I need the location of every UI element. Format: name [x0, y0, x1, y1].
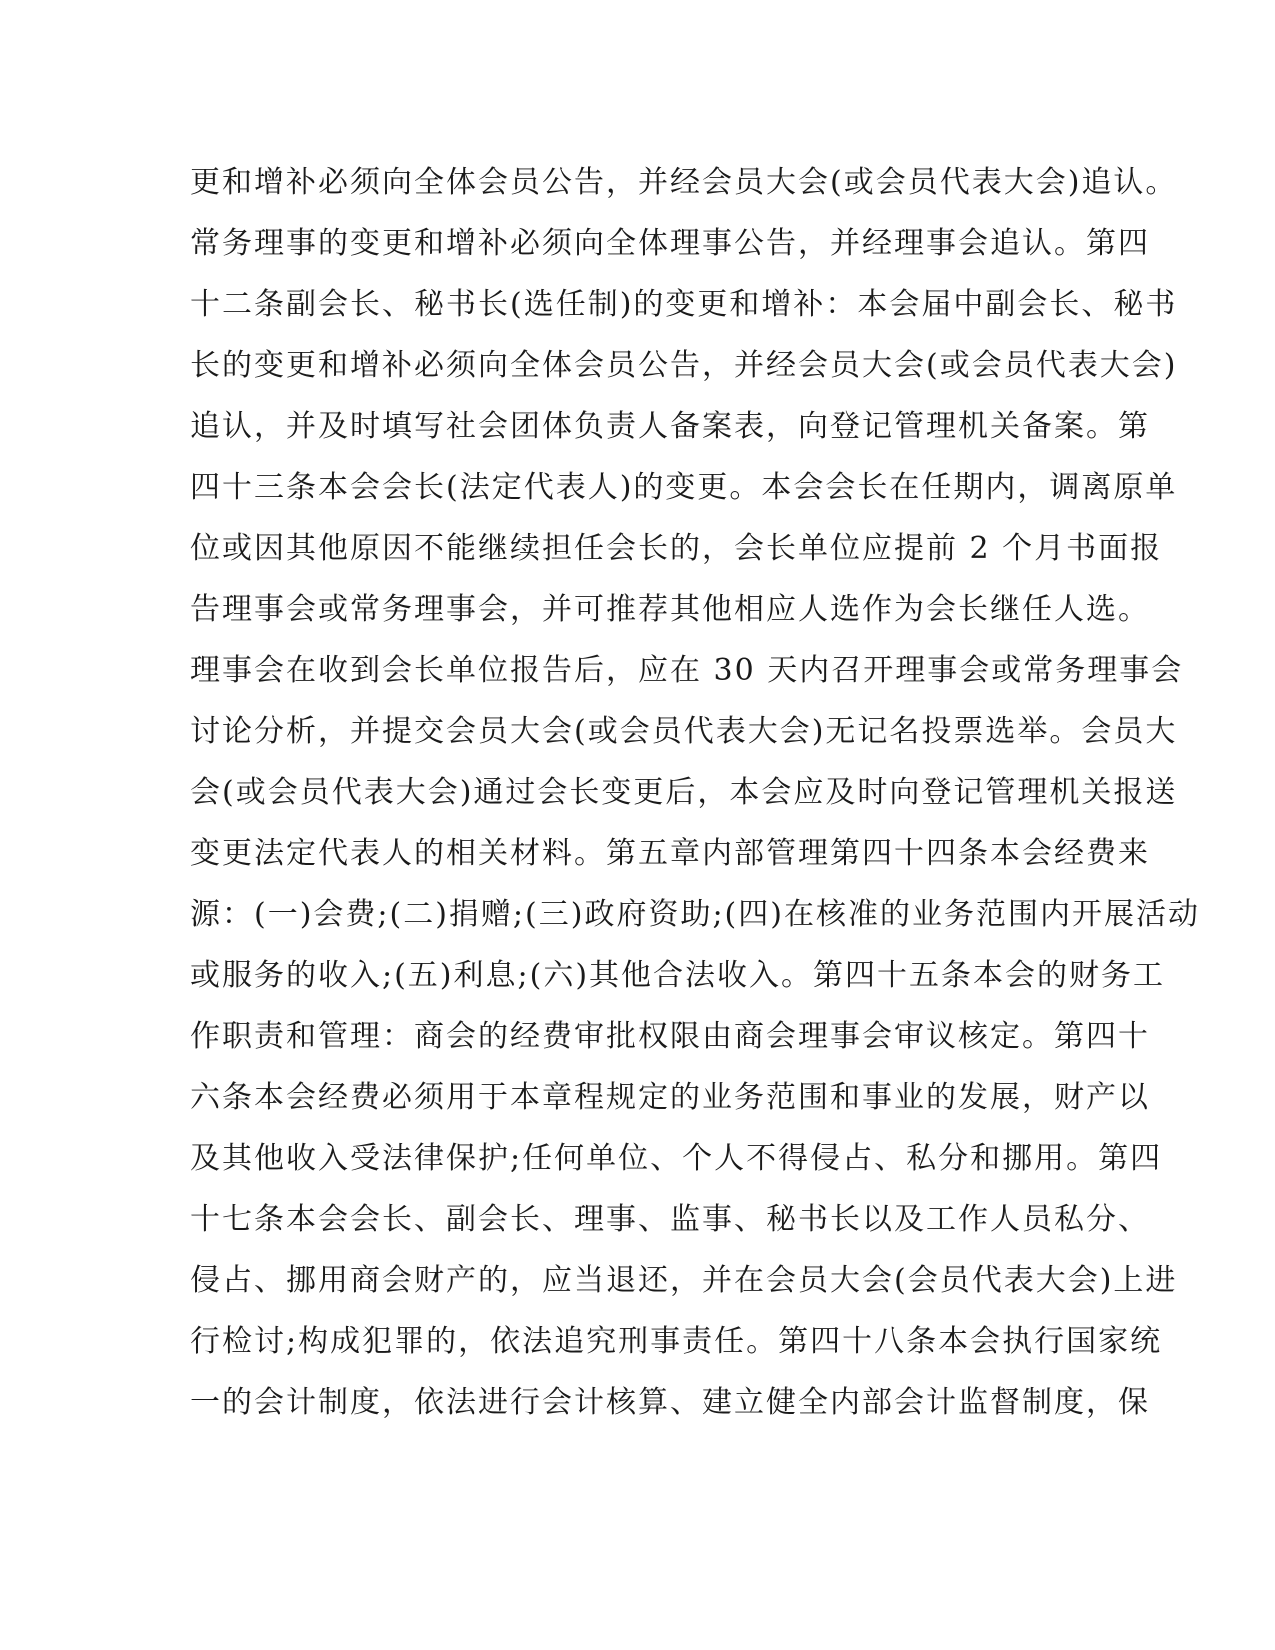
text-line: 会(或会员代表大会)通过会长变更后，本会应及时向登记管理机关报送: [190, 775, 1178, 810]
text-line: 常务理事的变更和增补必须向全体理事公告，并经理事会追认。第四: [190, 226, 1150, 261]
body-text: [190, 152, 1200, 1433]
text-line: 四十三条本会会长(法定代表人)的变更。本会会长在任期内，调离原单: [190, 470, 1178, 505]
text-line: 十二条副会长、秘书长(选任制)的变更和增补：本会届中副会长、秘书: [190, 287, 1178, 322]
text-line: 变更法定代表人的相关材料。第五章内部管理第四十四条本会经费来: [190, 836, 1150, 871]
text-line: 讨论分析，并提交会员大会(或会员代表大会)无记名投票选举。会员大: [190, 714, 1178, 749]
text-line: 源：(一)会费;(二)捐赠;(三)政府资助;(四)在核准的业务范围内开展活动: [190, 897, 1200, 932]
text-line: 位或因其他原因不能继续担任会长的，会长单位应提前 2 个月书面报: [190, 531, 1163, 566]
text-line: 及其他收入受法律保护;任何单位、个人不得侵占、私分和挪用。第四: [190, 1141, 1163, 1176]
text-line: 告理事会或常务理事会，并可推荐其他相应人选作为会长继任人选。: [190, 592, 1150, 627]
text-line: 更和增补必须向全体会员公告，并经会员大会(或会员代表大会)追认。: [190, 165, 1178, 200]
text-line: 六条本会经费必须用于本章程规定的业务范围和事业的发展，财产以: [190, 1080, 1150, 1115]
text-line: 理事会在收到会长单位报告后，应在 30 天内召开理事会或常务理事会: [190, 653, 1184, 688]
text-line: 侵占、挪用商会财产的，应当退还，并在会员大会(会员代表大会)上进: [190, 1263, 1178, 1298]
text-line: 行检讨;构成犯罪的，依法追究刑事责任。第四十八条本会执行国家统: [190, 1324, 1163, 1359]
text-line: 长的变更和增补必须向全体会员公告，并经会员大会(或会员代表大会): [190, 348, 1178, 383]
text-line: 追认，并及时填写社会团体负责人备案表，向登记管理机关备案。第: [190, 409, 1150, 444]
text-line: 十七条本会会长、副会长、理事、监事、秘书长以及工作人员私分、: [190, 1202, 1150, 1237]
text-line: 或服务的收入;(五)利息;(六)其他合法收入。第四十五条本会的财务工: [190, 958, 1166, 993]
text-line: 一的会计制度，依法进行会计核算、建立健全内部会计监督制度，保: [190, 1385, 1150, 1420]
text-line: 作职责和管理：商会的经费审批权限由商会理事会审议核定。第四十: [190, 1019, 1150, 1054]
